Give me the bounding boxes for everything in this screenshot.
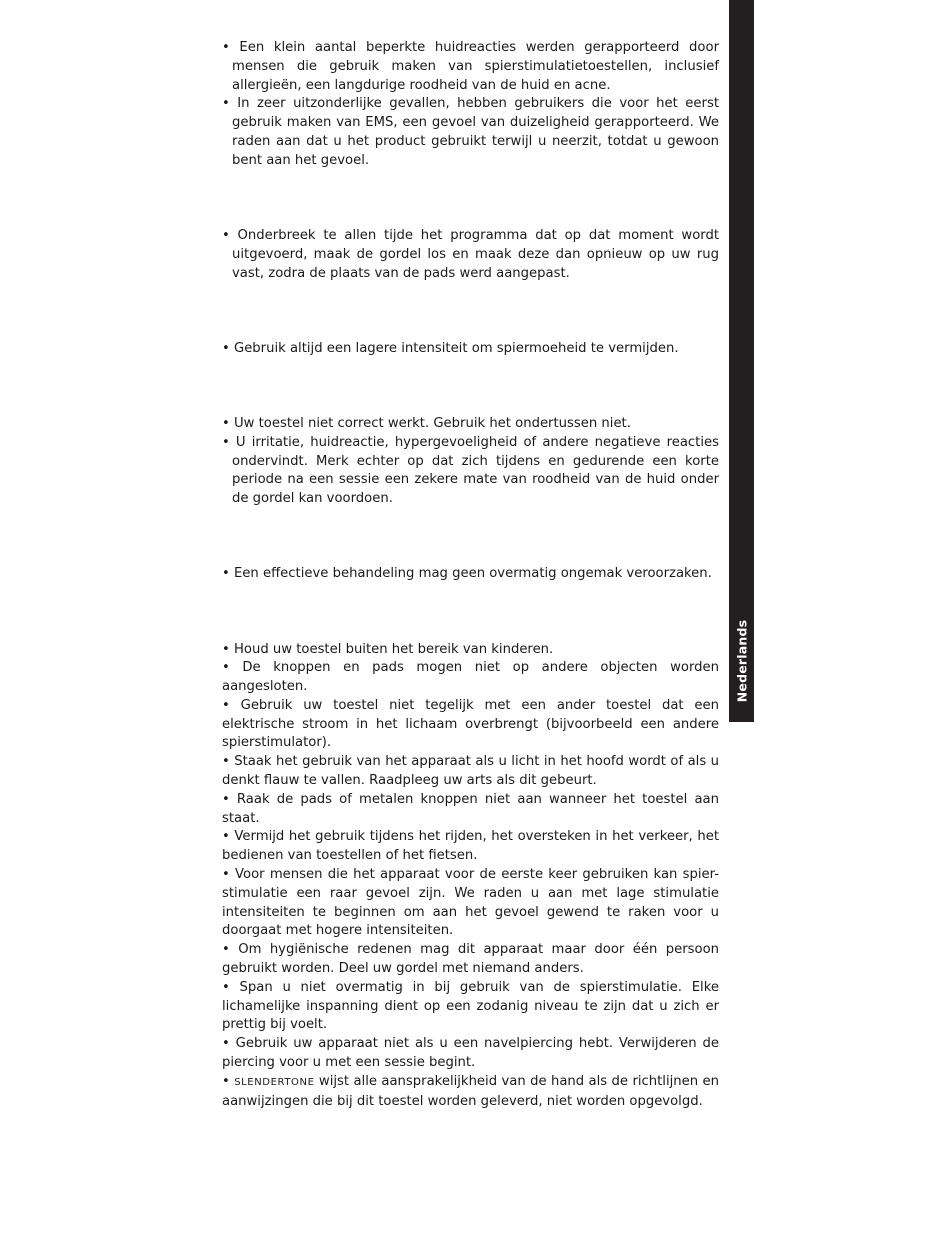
language-side-tab [729,0,754,722]
list-item: • In zeer uitzonderlijke gevallen, hebben gebruikers die voor het eerst gebruik maken van EMS, een gevoel van duizeligheid gerapporteerd. We raden aan dat u het product gebruikt terwijl u neerzit, totdat u gewoon bent aan het gevoel. [222,96,719,168]
list-item: • Houd uw toestel buiten het bereik van kinderen. [222,641,554,657]
list-item: • U irritatie, huidreactie, hypergevoeligheid of andere negatieve reacties ondervindt. Merk echter op dat zich tijdens en gedurende een korte periode na een sessie een zekere mate van roodheid van de huid onder de gordel kan voordoen. [222,434,719,507]
pad-adjustment-section [222,227,719,283]
brand-name: SLENDERTONE [234,1076,315,1088]
general-warnings-section [222,641,719,1112]
list-item: • Om hygiënische redenen mag dit apparaat maar door één persoon gebruikt worden. Deel uw gordel met niemand anders. [222,942,719,977]
list-item: • Gebruik uw toestel niet tegelijk met een ander toestel dat een elektrische stroom in het lichaam overbrengt (bijvoorbeeld een andere spierstimulator). [222,697,719,751]
language-label: Nederlands [734,619,750,703]
stop-use-section [222,415,719,509]
list-item: • Uw toestel niet correct werkt. Gebruik het ondertussen niet. [222,415,631,431]
list-item: • Voor mensen die het apparaat voor de eerste keer gebruiken kan spier-stimulatie een raar gevoel zijn. We raden u aan met lage stimulatie intensiteiten te beginnen om aan het gevoel gewend te raken voor u doorgaat met hogere intensiteiten. [222,867,719,939]
list-item: • Raak de pads of metalen knoppen niet aan wanneer het toestel aan staat. [222,791,719,826]
liability-disclaimer [222,1073,719,1112]
list-item: • Onderbreek te allen tijde het programma dat op dat moment wordt uitgevoerd, maak de gordel los en maak deze dan opnieuw op uw rug vast, zodra de plaats van de pads werd aangepast. [222,227,719,281]
effective-treatment-section [222,565,719,584]
list-item: • Een effectieve behandeling mag geen overmatig ongemak veroorzaken. [222,566,712,582]
list-item: • Vermijd het gebruik tijdens het rijden, het oversteken in het verkeer, het bedienen van toestellen of het fietsen. [222,829,719,864]
skin-reactions-section [222,39,719,171]
safety-instructions [222,39,719,1111]
list-item: • Staak het gebruik van het apparaat als u licht in het hoofd wordt of als u denkt flauw te vallen. Raadpleeg uw arts als dit gebeurt. [222,754,719,789]
list-item: • Een klein aantal beperkte huidreacties werden gerapporteerd door mensen die gebruik maken van spierstimulatietoestellen, inclusief allergieën, een langdurige roodheid van de huid en acne. [222,40,719,93]
list-item: • Gebruik uw apparaat niet als u een navelpiercing hebt. Verwijderen de piercing voor u met een sessie begint. [222,1036,719,1071]
intensity-section [222,340,719,359]
disclaimer-text: wijst alle aansprakelijkheid van de hand als de richtlijnen en aanwijzingen die bij dit toestel worden geleverd, niet worden opgevolgd. [222,1073,719,1109]
list-item: • Span u niet overmatig in bij gebruik van de spierstimulatie. Elke lichamelijke inspanning dient op een zodanig niveau te zijn dat u zich er prettig bij voelt. [222,979,719,1033]
list-item: • Gebruik altijd een lagere intensiteit om spiermoeheid te vermijden. [222,340,679,356]
list-item: • De knoppen en pads mogen niet op andere objecten worden aangesloten. [222,660,719,695]
bullet: • [222,1073,235,1089]
